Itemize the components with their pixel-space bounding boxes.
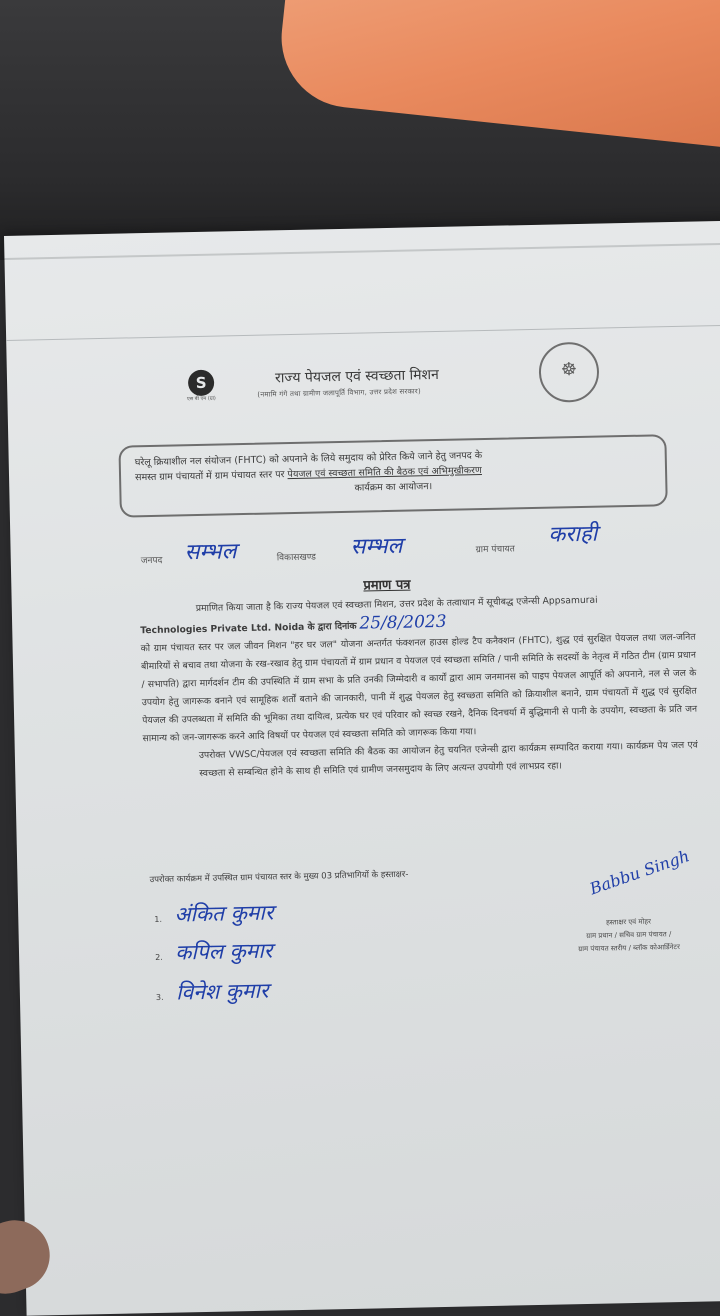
district-value: सम्भल [184, 539, 237, 566]
location-fields [140, 521, 661, 575]
signer-name: कपिल कुमार [174, 938, 273, 965]
authority-line-1: हस्ताक्षर एवं मोहर [605, 917, 652, 927]
panchayat-label: ग्राम पंचायत [475, 544, 515, 556]
block-label: विकासखण्ड [276, 552, 317, 564]
program-line-2-underlined: पेयजल एवं स्वच्छता समिति की बैठक एवं अभिमुखीकरण [287, 465, 482, 481]
certificate-body [140, 590, 699, 785]
authority-signature: Babbu Singh [587, 846, 692, 899]
program-line-2: समस्त ग्राम पंचायतों में ग्राम पंचायत स्तर पर [134, 469, 285, 484]
authority-block [548, 914, 709, 956]
signers-intro: उपरोक्त कार्यक्रम में उपस्थित ग्राम पंचायत स्तर के मुख्य 03 प्रतिभागियों के हस्ताक्षर- [149, 869, 409, 886]
mission-subtitle: (नमामि गंगे तथा ग्रामीण जलापूर्ति विभाग, उत्तर प्रदेश सरकार) [257, 387, 421, 399]
signer-number: 1. [154, 914, 163, 925]
district-label: जनपद [140, 555, 163, 567]
document-sheet [4, 221, 720, 1316]
paper-fold-line [4, 242, 720, 259]
date-handwritten: 25/8/2023 [359, 611, 447, 634]
signer-name: विनेश कुमार [175, 978, 269, 1005]
signer-number: 3. [155, 992, 164, 1002]
para1-company: Technologies Private Ltd. Noida के द्वारा दिनांक [140, 620, 357, 637]
certificate-title: प्रमाण पत्र [363, 577, 411, 594]
program-line-1: घरेलू क्रियाशील नल संयोजन (FHTC) को अपनाने के लिये समुदाय को प्रेरित किये जाने हेतु जनपद के [134, 450, 483, 469]
program-title-box [118, 434, 667, 517]
water-drop-icon: S [188, 370, 215, 397]
sbm-logo-caption: एस बी एम (ग्रा) [186, 395, 216, 403]
authority-line-3: ग्राम पंचायत स्तरीय / ब्लॉक कोआर्डिनेटर [578, 943, 680, 954]
para2-body: उपरोक्त VWSC/पेयजल एवं स्वच्छता समिति की बैठक का आयोजन हेतु चयनित एजेन्सी द्वारा कार्यक्रम सम्पादित कराया गया। कार्यक्रम पेय जल एवं स्वच्छता से सम्बन्धित होने के साथ ही समिति एवं ग्रामीण जनसमुदाय के लिए अत्यन्त उपयोगी एवं लाभप्रद रहा। [198, 739, 698, 780]
signer-name: अंकित कुमार [174, 900, 274, 927]
signer-row [156, 977, 269, 1007]
mission-title: राज्य पेयजल एवं स्वच्छता मिशन [274, 366, 440, 387]
authority-line-2: ग्राम प्रधान / सचिव ग्राम पंचायत / [586, 930, 672, 940]
sbm-logo [179, 369, 224, 426]
signer-number: 2. [155, 952, 163, 962]
program-line-3: कार्यक्रम का आयोजन। [354, 481, 433, 494]
panchayat-value: कराही [548, 521, 598, 548]
signer-row [154, 899, 274, 929]
state-emblem-icon: ☸ [538, 342, 599, 403]
signer-row [155, 937, 273, 967]
para1-intro: प्रमाणित किया जाता है कि राज्य पेयजल एवं स्वच्छता मिशन, उत्तर प्रदेश के तत्वाधान में सूचीबद्ध एजेन्सी Appsamurai [195, 594, 598, 615]
block-value: सम्भल [350, 533, 403, 560]
para1-body: को ग्राम पंचायत स्तर पर जल जीवन मिशन "हर घर जल" योजना अन्तर्गत फंक्शनल हाउस होल्ड टैप कनैक्शन (FHTC), शुद्ध एवं सुरक्षित पेयजल तथा जल-जनित बीमारियों से बचाव तथा योजना के रख-रखाव हेतु ग्राम पंचायतों में ग्राम प्रधान व पेयजल एवं स्वच्छता समिति / पानी समिति के सदस्यों के नेतृत्व में गठित टीम (ग्राम प्रधान / सभापति) द्वारा मार्गदर्शन टीम की उपस्थिति में ग्राम सभा के प्रति उनकी जिम्मेदारी व कार्यों द्वारा आम जनमानस को पाइप पेयजल आपूर्ति को अपनाने, नल से जल के उपयोग हेतु जागरूक बनाने एवं सामूहिक शर्तों बताने की जानकारी, पानी में शुद्ध पेयजल हेतु स्वच्छता समिति को क्रियाशील बनाने, ग्राम पंचायतों में शुद्ध एवं सुरक्षित पेयजल की उपलब्धता में समिति की भूमिका तथा दायित्व, प्रत्येक घर एवं परिवार को स्वच्छ रखने, दैनिक दिनचर्या में बुद्धिमानी से पानी के उपयोग, स्वच्छता के प्रति जन सामान्य को जन-जागरूक करने आदि विषयों पर पेयजल एवं स्वच्छता समिति को जागरूक किया गया। [140, 631, 698, 745]
